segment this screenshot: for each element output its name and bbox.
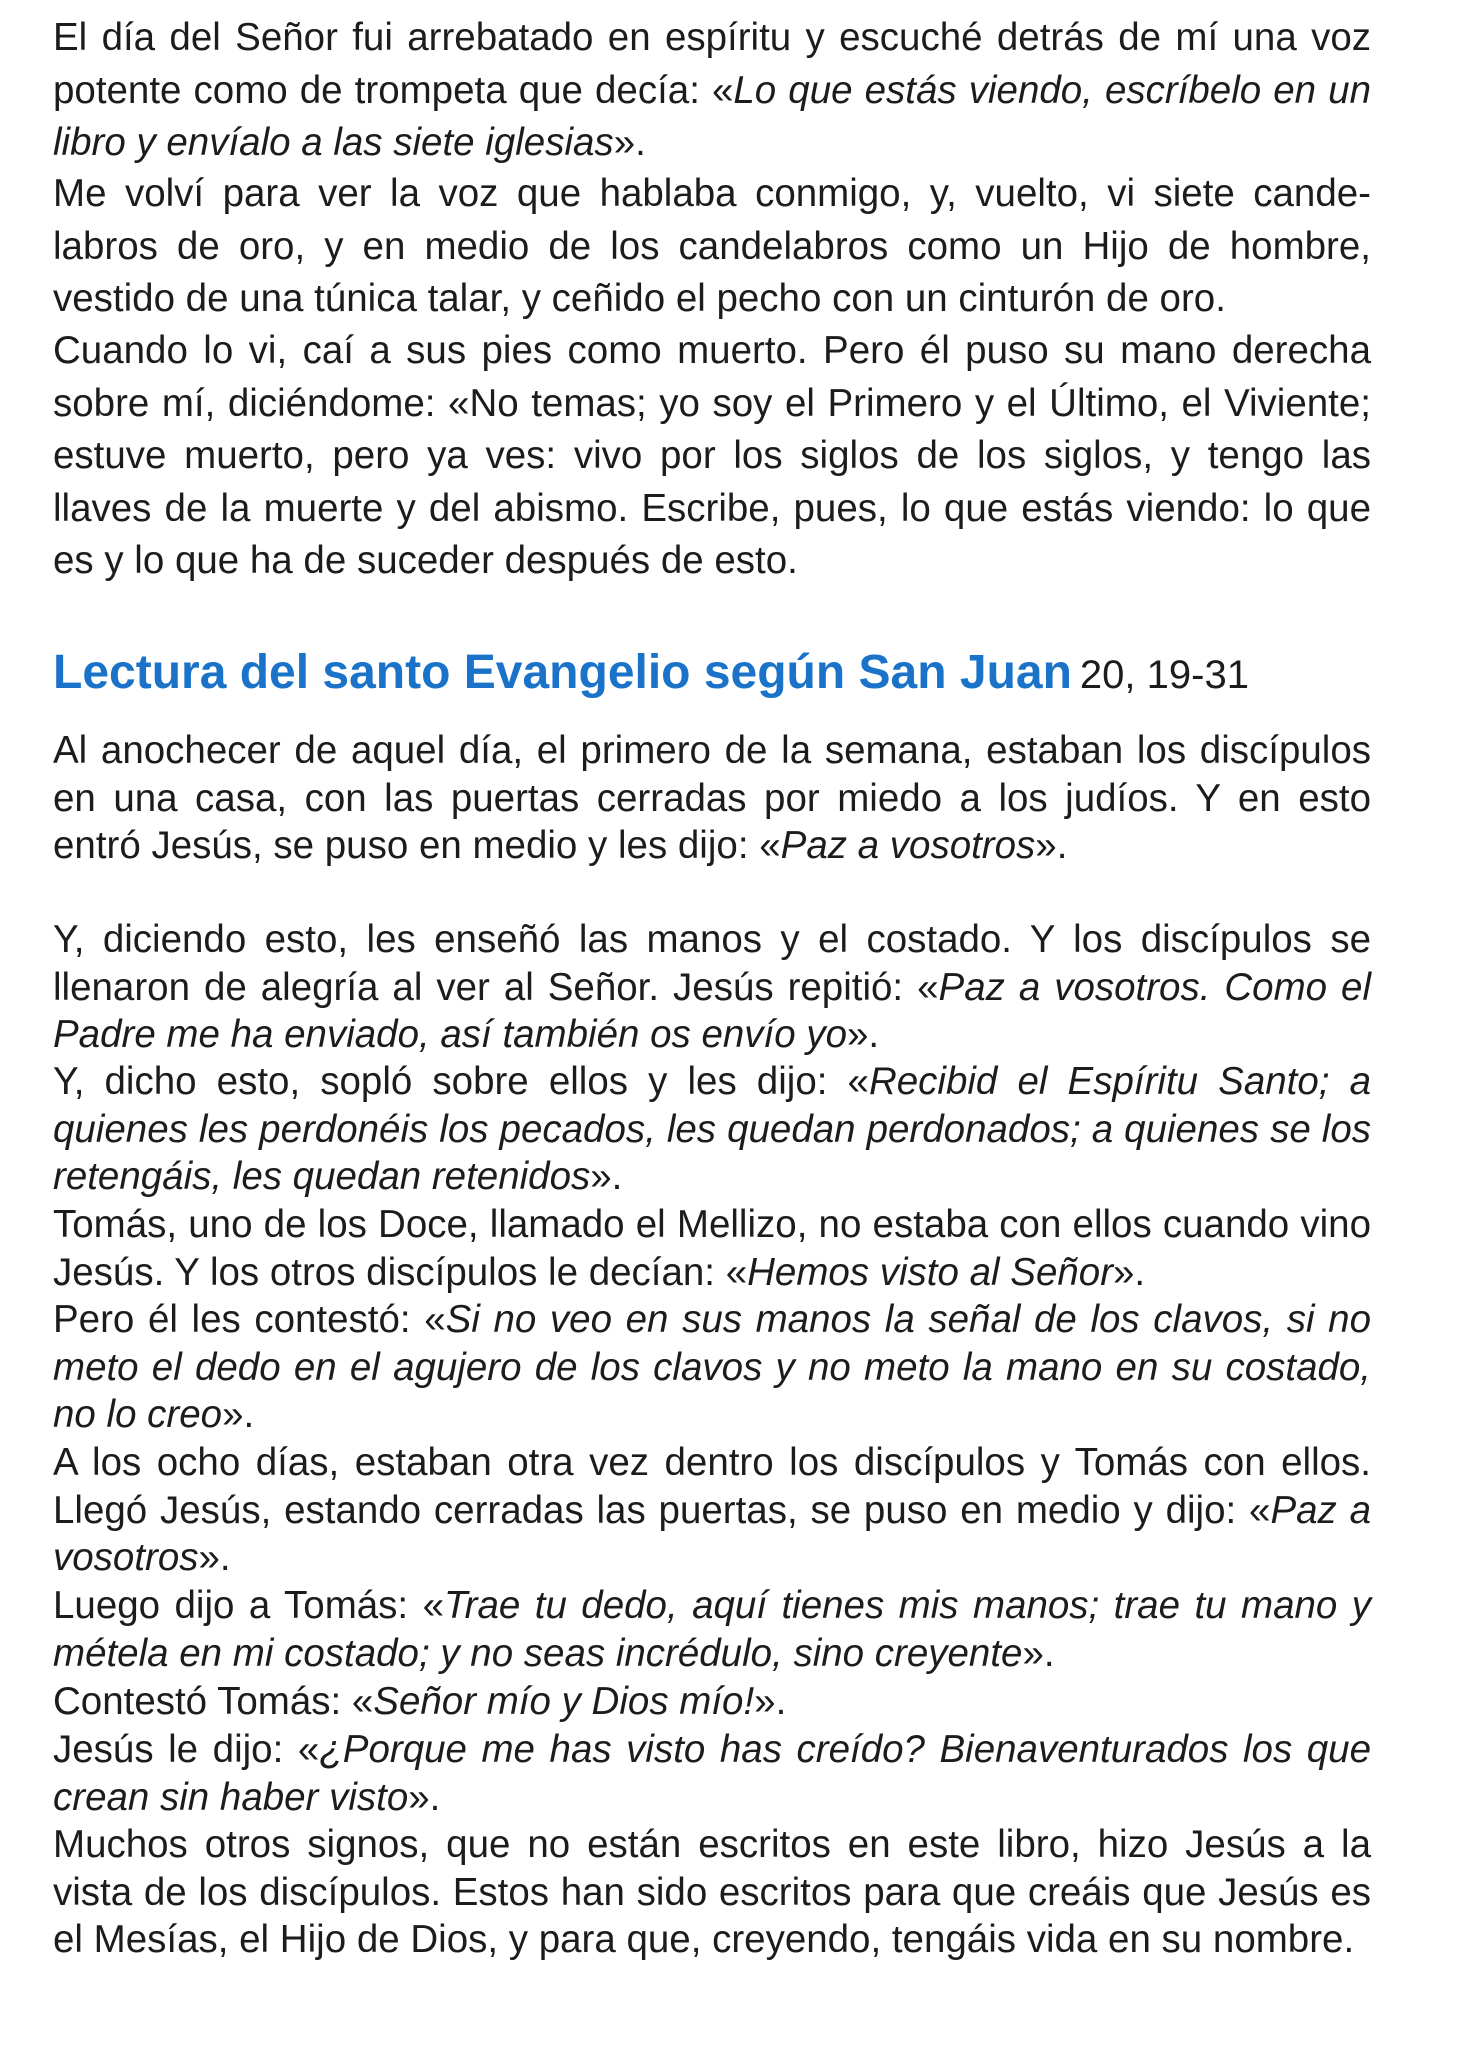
- text-span: Me volví para ver la voz que hablaba conmigo, y, vuelto, vi siete cande-labros de oro, y en medio de los candelabros como un Hijo de hombre, vestido de una túnica talar, y ceñido el pecho con un cinturón de oro.: [53, 172, 1371, 320]
- quote-span: ¿Porque me has visto has creído? Bienaventurados los que crean sin haber visto: [53, 1728, 1372, 1819]
- gospel-paragraph: [53, 1058, 1371, 1201]
- text-span: ».: [754, 1680, 787, 1723]
- text-span: Luego dijo a Tomás: «: [53, 1584, 444, 1627]
- text-span: ».: [1113, 1250, 1146, 1294]
- gospel-paragraph: [53, 1821, 1371, 1964]
- text-span: Pero él les contestó: «: [53, 1298, 446, 1341]
- text-span: Y, diciendo esto, les enseñó las manos y el costado. Y los discípulos se llenaron de alegría al ver al Señor. Jesús repitió: «: [53, 918, 1371, 1009]
- reading1-paragraph: [53, 12, 1371, 170]
- text-span: ».: [408, 1775, 441, 1819]
- quote-span: Paz a vosotros: [780, 824, 1036, 867]
- text-span: Jesús le dijo: «: [53, 1728, 320, 1771]
- text-span: Contestó Tomás: «: [53, 1680, 374, 1723]
- quote-span: Paz a vosotros: [53, 1488, 1371, 1579]
- gospel-paragraph: [53, 1296, 1371, 1439]
- text-span: Cuando lo vi, caí a sus pies como muerto. Pero él puso su mano derecha sobre mí, diciéndome: «No temas; yo soy el Primero y el Último, el Viviente; estuve muerto, pero ya ves: vivo por los siglos de los siglos, y tengo las llaves de la muerte y del abismo. Escribe, pues, lo que estás viendo: lo que es y lo que ha de suceder después de esto.: [53, 329, 1371, 582]
- text-span: El día del Señor fui arrebatado en espíritu y escuché detrás de mí una voz potente como de trompeta que decía: «: [53, 16, 1371, 112]
- text-span: Tomás, uno de los Doce, llamado el Mellizo, no estaba con ellos cuando vino Jesús. Y los otros discípulos le decían: «: [53, 1203, 1371, 1294]
- gospel-paragraph: [53, 727, 1371, 870]
- text-span: ».: [847, 1013, 880, 1056]
- quote-span: Si no veo en sus manos la señal de los clavos, si no meto el dedo en el agujero de los clavos y no meto la mano en su costado, no lo creo: [53, 1298, 1371, 1436]
- gospel-paragraph: [53, 1678, 1371, 1726]
- gospel-heading: [53, 645, 1403, 700]
- gospel-paragraph: [53, 1726, 1371, 1821]
- reading1-paragraph: [53, 168, 1371, 326]
- gospel-title: Lectura del santo Evangelio según San Juan: [53, 646, 1072, 699]
- text-span: ».: [1022, 1631, 1055, 1675]
- text-span: ».: [590, 1155, 623, 1198]
- gospel-reference: 20, 19-31: [1079, 653, 1249, 697]
- gospel-paragraph: [53, 1201, 1371, 1296]
- text-span: ».: [198, 1536, 231, 1579]
- text-span: ».: [613, 121, 646, 164]
- gospel-paragraph: [53, 916, 1371, 1059]
- gospel-paragraph: [53, 1582, 1371, 1677]
- text-span: ».: [222, 1393, 255, 1436]
- text-span: A los ocho días, estaban otra vez dentro los discípulos y Tomás con ellos. Llegó Jesús, estando cerradas las puertas, se puso en medio y dijo: «: [53, 1441, 1371, 1532]
- text-span: Al anochecer de aquel día, el primero de la semana, estaban los discípulos en una casa, con las puertas cerradas por miedo a los judíos. Y en esto entró Jesús, se puso en medio y les dijo: «: [53, 729, 1371, 867]
- quote-span: Paz a vosotros. Como el Padre me ha enviado, así también os envío yo: [53, 965, 1372, 1056]
- quote-span: Lo que estás viendo, escríbelo en un libro y envíalo a las siete iglesias: [53, 68, 1371, 164]
- text-span: Y, dicho esto, sopló sobre ellos y les dijo: «: [53, 1060, 869, 1103]
- quote-span: Trae tu dedo, aquí tienes mis manos; trae tu mano y métela en mi costado; y no seas incrédulo, sino creyente: [53, 1584, 1372, 1675]
- text-span: Muchos otros signos, que no están escritos en este libro, hizo Jesús a la vista de los discípulos. Estos han sido escritos para que creáis que Jesús es el Mesías, el Hijo de Dios, y para que, creyendo, tengáis vida en su nombre.: [53, 1823, 1371, 1961]
- reading1-paragraph: [53, 325, 1371, 588]
- quote-span: Recibid el Espíritu Santo; a quienes les perdonéis los pecados, les quedan perdonados; a quienes se los retengáis, les quedan retenidos: [53, 1060, 1371, 1198]
- gospel-paragraph: [53, 1439, 1371, 1582]
- text-span: ».: [1035, 824, 1068, 867]
- quote-span: Señor mío y Dios mío!: [373, 1680, 755, 1723]
- quote-span: Hemos visto al Señor: [747, 1250, 1114, 1294]
